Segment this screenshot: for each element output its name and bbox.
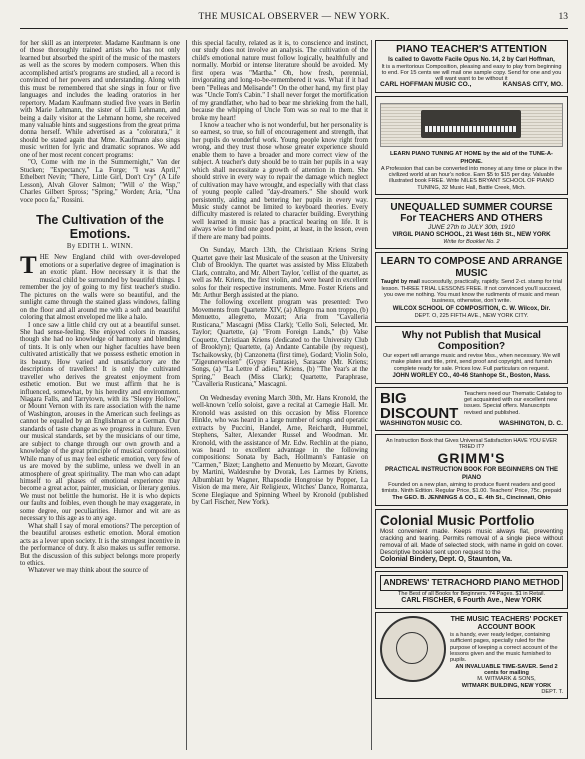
drop-cap: T: [20, 252, 37, 280]
ad-body: Our expert will arrange music and revise Mss., when necessary. We will make plates and title, print, send proof and copyright, and furnish complete ready for sale. Prices low. Full particulars on request.: [382, 352, 561, 372]
ad-company: CARL FISCHER, 6 Fourth Ave., New YORK: [401, 597, 542, 605]
ad-title: PIANO TEACHER'S ATTENTION: [396, 44, 547, 55]
ad-title: Why not Publish that Musical Composition?: [402, 329, 541, 353]
page-number: 13: [558, 12, 568, 22]
piano-illustration: [380, 103, 563, 147]
ad-body: Founded on a new plan, aiming to produce fluent readers and good timists. Ninth Edition. Regular Price, $1.00. Teachers' Price, 75c. prepaid: [381, 481, 562, 495]
ad-company: Colonial Bindery, Dept. O, Staunton, Va.: [380, 556, 513, 564]
ad-subtitle: PRACTICAL INSTRUCTION BOOK FOR BEGINNERS ON THE PIANO: [385, 466, 558, 481]
ad-big-discount: [375, 387, 568, 431]
ad-tagline: AN INVALUABLE TIME-SAVER. Send 2 cents for mailing: [455, 663, 558, 676]
ad-company: The GEO. B. JENNINGS & CO., E. 4th St., Cincinnati, Ohio: [392, 495, 551, 502]
ad-title-2: For TEACHERS AND OTHERS: [400, 213, 543, 225]
ad-dept: DEPT. T.: [541, 688, 563, 695]
ad-tetrachord-method: [375, 571, 568, 609]
ad-body: is a handy, ever ready ledger, containing sufficient pages, specially ruled for the purpose of keeping a correct account of the lessons given and the music furnished to pupils.: [450, 632, 558, 664]
ad-body: Most convenient made. Keeps music always flat, preventing cracking and tearing. Permits removal of a single piece without removal of all. Made of selected stock, with name in gold on cover. Descriptive booklet sent upon request to the: [380, 528, 563, 557]
column-middle: [192, 40, 368, 507]
column-divider: [371, 40, 372, 750]
ad-body: Teachers need our Thematic Catalog to get acquainted with our excellent new issues. Special offers. Manuscripts revised and published.: [464, 390, 562, 416]
paragraph: Whatever we may think about the source of: [28, 567, 149, 575]
ad-summer-course: [375, 198, 568, 250]
ad-body: Taught by mail successfully, practically, rapidly. Send 2-ct. stamp for trial lesson. THREE TRIAL LESSONS FREE. If not convinced you'll succeed, you owe me nothing. You must know the rudiments of music and mean business, otherwise, don't write.: [380, 279, 563, 305]
ad-note: Write for Booklet No. 2: [443, 239, 500, 246]
header-rule: [20, 28, 568, 29]
ad-body: A Profession that can be converted into money at any time or place in the civilized world at an hour's notice. Earn $5 to $15 per day. Valuable illustrated book FREE. Write NILES BRYANT SCHOOL OF PIANO TUNING, 32 Music Hall, Battle Creek, Mich.: [380, 165, 563, 191]
ad-compose-music: [375, 252, 568, 322]
article-title: The Cultivation of the Emotions.: [36, 212, 164, 241]
ad-pocket-account-book: [375, 612, 568, 699]
ad-address: WITMARK BUILDING, NEW YORK: [461, 682, 552, 689]
ad-title: BIG DISCOUNT: [380, 389, 459, 422]
ad-company: M. WITMARK & SONS,: [477, 676, 536, 683]
account-book-emblem-icon: [380, 616, 446, 682]
article-byline: By EDITH L. WINN.: [66, 242, 134, 250]
paragraph: this special faculty, related as it is, to conscience and instinct, our study does not involve an analysis. The cultivation of the child's emotional nature must follow logically, healthfully and normally. Morbid or intense literature should be avoided. My first opera was "Martha." Oh, how fresh, perennial, invigorating and long-to-be-remembered it was. What if it had been "Pelleas and Melisande"! On the other hand, my first play was "Uncle Tom's Cabin." I shall never forget the mortification of my grandfather, who had to bear me shrieking from the hall, because the whipping of Uncle Tom was so real to me that it broke my heart!: [192, 40, 368, 122]
ad-company: JOHN WORLEY CO., 40-46 Stanhope St., Boston, Mass.: [392, 372, 551, 379]
ad-publish-composition: [375, 326, 568, 384]
ad-title: LEARN TO COMPOSE AND ARRANGE MUSIC: [380, 256, 563, 279]
ad-title: THE MUSIC TEACHERS' POCKET ACCOUNT BOOK: [450, 616, 563, 632]
paragraph: On Wednesday evening March 30th, Mr. Hans Kronold, the well-known 'cello soloist, gave a recital at Carnegie Hall. Mr. Kronold was assisted on this occasion by Miss Florence Hinkle, who was heard in a large number of songs and operatic extracts by Puccini, Handel, Arne, Reichardt, Hummel, Stephens, Salter, Alexander Russel and Woodman. Mr. Kronold, with the assistance of Mr. Edw. Rechlin at the piano, was heard to excellent advantage in the following compositions: Sonata by Bach, Hollmann's Fantasie on "Carmen," Bizet; Langhetto and Menuetto by Mozart, Gavotte by Martini, Waldesruhe by Dvorak, Les Larmes by Kriens, Albumblatt by Wagner, Rhapsodie Hongroise by Popper, La Vision de ma mere, Air Religieux, Witches' Dance, Romanza, Scene Elegiaque and Spinning Wheel by Kronold (published by Carl Fischer, New York).: [192, 394, 368, 507]
ad-address: DEPT. O, 225 FIFTH AVE., NEW YORK CITY.: [414, 312, 529, 319]
ad-piano-teachers: [375, 40, 568, 93]
paragraph: for her skill as an interpreter. Madame Kaufmann is one of those thoroughly trained artists who has not only learned but absorbed the spirit of the music of the masters as well as the scores by modern composers. When this accomplished artist's programs are studied, all a record is convinced of her powers and understanding. Along with this must be remembered that she sings in four or five languages and includes the leading oratorios in her repertory. Madam Kaufmann studied five years in Berlin with Marie Lehmann, the sister of Lilli Lehmann, and being a daily visitor at the Lehmann home, she received many valuable hints and suggestions from the great prima donna herself. While advertised as a "coloratura," it should be stated again that Mme. Kaufmann also sings music written for lyric and dramatic sopranos. We add one of her most recent concert programs:: [20, 40, 180, 159]
paragraph: THE New England child with over-developed emotions or a superlative degree of imagination is an exotic plant. How necessary it is that the musical child be surrounded by beautiful things. I remember the joy of going to my first teacher's studio. The pictures on the walls were so beautiful, and the sunlight came through the stained glass windows, falling on the floor and all around me with a soft and beautiful coloring that almost enveloped me like a halo.: [20, 252, 180, 322]
ad-body: The Best of all Books for Beginners. 74 Pages. $1 in Retail.: [397, 590, 546, 597]
masthead-title: THE MUSICAL OBSERVER — NEW YORK.: [198, 12, 390, 22]
ad-body: It is a meritorious Composition, pleasing and easy to play from beginning to end. For 15 cents we will mail one sample copy. Send for one and you will want want to be without it: [381, 63, 562, 83]
ad-colonial-portfolio: [375, 509, 568, 568]
advertisements-column: [375, 40, 568, 702]
paragraph: I once saw a little child cry out at a beautiful sunset. She had sense-feeling. She enjoyed colors in masses, though she had no knowledge of harmony and blending of tints. It is only when our higher faculties have been cultivated artistically that we possess esthetic emotion in its beauty. How varied and unsatisfactory are the descriptions of travellers! It is only the cultivated traveller who derives the greatest enjoyment from esthetic emotion. But we must affirm that he is influenced, somewhat, by his heredity and environment. Niagara Falls, and Tarrytown, with its "Sleepy Hollow," or Mount Vernon with its rare association with the name of Washington, arouses in the American such feelings as cannot be equalled by an Englishman or a German. Our standards of taste change as we progress in culture. Even our musical standards, set by the musicians of our time, are subject to change through our own growth and a knowledge of the great principle of musical composition. While many of us may feel esthetic emotion, very few of us are moved by the sublime, unless we dwell in an atmosphere of great spirituality. The man who can adapt himself to all phases of emotional experience may become a great actor, painter, musician, or literary genius. We must not belittle the humorist. He it is who depicts our faults and foibles, even though he may exaggerate, in some degree, our peculiarities. Humor and wit are as necessary to this age as to any age.: [20, 321, 180, 523]
paragraph: On Sunday, March 13th, the Christiaan Kriens String Quartet gave their last Musicale of the season at the University Club of Brooklyn. The quartet was assisted by Miss Elizabeth Clark, contralto, and Mr. Albert Taylor, 'cellist of the quartet, as well as Mr. Kriens, the first violin, and were heard in excellent solos for their respective instruments. Mme. Foster Kriens and Mr. Arthur Bergh assisted at the piano.: [192, 247, 368, 299]
ad-subtitle: Is called to Gavotte Facile Opus No. 14, 2 by Carl Hoffman,: [388, 56, 555, 63]
paragraph: What shall I say of moral emotions? The perception of the beautiful arouses esthetic emotion. Moral emotion acts as a lever upon society. It is the strongest incentive in the performance of duty. It also makes us suffer remorse. But the discussion of this subject belongs more properly to ethics.: [20, 522, 180, 567]
paragraph: I know a teacher who is not wonderful, but her personality is so earnest, so true, so full of encouragement and strength, that her pupils do wonderful work. Young people know right from wrong, and they trust those whose greater experience should enable them to have a broader and more correct view of the subject. A teacher's duty should be to train her pupils in a way which shall necessitate a growth of attention in them. She should strive in every way to repair the damage which neglect of cultivation may have wrought, and especially with that class of young people called "day-dreamers." She should work persistently, aiding and bettering her pupils in every way. Music study cannot be limited to keyboard theories. Every difficulty mastered is related to character building. Everything well learned in music has a practical bearing on life. It is always wise to find one good point, at least, in the lesson, even if there are many bad points.: [192, 121, 368, 241]
ad-grimm-instruction-book: [375, 434, 568, 506]
ad-dates: JUNE 27th to JULY 30th, 1910: [428, 223, 515, 231]
ad-piano-tuning: [375, 96, 568, 195]
ad-title: LEARN PIANO TUNING AT HOME by the aid of the TUNE-A-PHONE.: [390, 150, 553, 165]
page-header: [20, 12, 568, 26]
paragraph: "O, Come with me in the Summernight," Van der Stucken; "Expectancy," La Forge; "I was April," Ethelbert Nevin; "There, Little Girl, Don't Cry" (A Life Lesson), Alvah Glover Salmon; "Will o' the Wisp," Charles Gilbert Spross; "Spring," Worden; Aria, "Una voce poco fa," Rossini.: [20, 159, 180, 204]
ad-footer: CARL HOFFMAN MUSIC CO., KANSAS CITY, MO.: [380, 81, 563, 89]
ad-title: UNEQUALLED SUMMER COURSE: [390, 201, 553, 213]
ad-address: VIRGIL PIANO SCHOOL, 21 West 16th St., NEW YORK: [392, 231, 551, 239]
ad-title: ANDREWS' TETRACHORD PIANO METHOD: [380, 575, 563, 591]
ad-company: WILCOX SCHOOL OF COMPOSITION, C. W. Wilcox, Dir.: [392, 305, 551, 312]
column-divider: [186, 40, 187, 750]
paragraph: The following excellent program was presented: Two Movements from Quartette XIV, (a) Allegro ma non troppo, (b) Menuetto, allegretto, Mozart; Aria from "Cavalleria Rusticana," Mascagni (Miss Clark); 'Cello Soli, Selected, Mr. Taylor; Quartette, (a) "From Foreign Lands," (b) Valse Coquette, Christiaan Kriens (dedicated to the University Club of Brooklyn); Quartette, (a) Andante Cantabile (by request), Tschaikowsky, (b) Canzonetta (first time), Godard; Violin Solo, "Zigeunerweisen" (Gypsy Fantasie), Sarasate (Mr. Kriens; Songs, (a) "La Lettre d' adieu," Kriens, (b) "The Year's at the Spring," Beach (Miss Clark); Quartette, Paraphrase, "Cavalleria Rusticana," Mascagni.: [192, 299, 368, 389]
ad-footer: WASHINGTON MUSIC CO. WASHINGTON, D. C.: [380, 419, 563, 427]
column-left: [20, 40, 180, 575]
ad-title: GRIMM'S: [437, 449, 506, 466]
ad-title: Colonial Music Portfolio: [380, 513, 535, 529]
ad-intro: An Instruction Book that Gives Universal Satisfaction HAVE YOU EVER TRIED IT?: [386, 438, 557, 451]
